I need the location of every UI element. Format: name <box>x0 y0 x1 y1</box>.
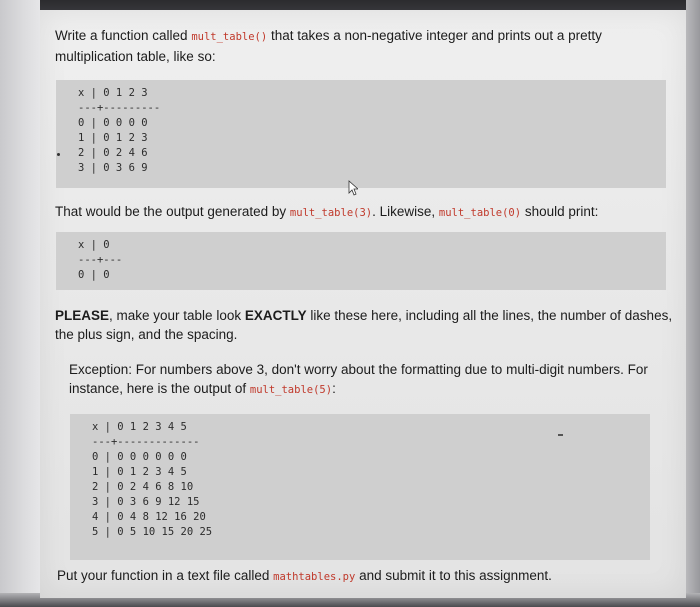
code-line: ---+--------- <box>78 102 161 114</box>
photo-left-edge <box>0 0 40 607</box>
code-line: 1 | 0 1 2 3 <box>78 132 148 144</box>
output-text-before: That would be the output generated by <box>55 204 290 219</box>
submit-filename-code: mathtables.py <box>273 571 356 583</box>
submit-text-after: and submit it to this assignment. <box>355 568 552 583</box>
exception-text-before: Exception: For numbers above 3, don't worry about the formatting due to multi-digit numbers. For instance, here is the output of <box>69 362 648 396</box>
code-line: x | 0 1 2 3 4 5 <box>92 421 187 433</box>
intro-text-before: Write a function called <box>55 28 192 43</box>
output-paragraph <box>55 202 665 223</box>
code-line: 3 | 0 3 6 9 12 15 <box>92 496 200 508</box>
code-block-mult-table-3 <box>56 80 666 188</box>
intro-text-after: that takes a non-negative integer and prints out a pretty multiplication table, like so: <box>55 28 602 64</box>
output-text-after: should print: <box>521 204 599 219</box>
code-line: 5 | 0 5 10 15 20 25 <box>92 526 213 538</box>
output-text-middle: . Likewise, <box>372 204 439 219</box>
code-block-mult-table-0 <box>56 232 666 290</box>
code-line: 0 | 0 <box>78 269 110 281</box>
code-line: x | 0 1 2 3 <box>78 87 148 99</box>
exactly-bold: EXACTLY <box>244 308 307 323</box>
code-line: ---+------------- <box>92 436 200 448</box>
stray-dot <box>57 153 60 156</box>
code-line: 0 | 0 0 0 0 0 0 <box>92 451 187 463</box>
output-code-mult-table-3: mult_table(3) <box>289 207 373 219</box>
code-line: 4 | 0 4 8 12 16 20 <box>92 511 206 523</box>
please-paragraph <box>55 306 675 344</box>
code-block-mult-table-5 <box>70 414 650 560</box>
code-line: x | 0 <box>78 239 110 251</box>
submit-text-before: Put your function in a text file called <box>57 568 274 583</box>
intro-paragraph <box>55 26 655 66</box>
intro-function-code: mult_table() <box>191 31 268 43</box>
exception-code-mult-table-5: mult_table(5) <box>249 384 333 396</box>
stray-dash <box>558 434 563 436</box>
please-text-1: , make your table look <box>109 308 245 323</box>
exception-text-after: : <box>332 381 336 396</box>
code-line: 2 | 0 2 4 6 <box>78 147 148 159</box>
code-line: 1 | 0 1 2 3 4 5 <box>92 466 187 478</box>
exception-paragraph <box>69 360 669 400</box>
mouse-pointer-icon <box>348 180 358 196</box>
please-bold: PLEASE <box>55 308 110 323</box>
output-code-mult-table-0: mult_table(0) <box>438 207 522 219</box>
submit-paragraph <box>57 566 667 587</box>
photo-right-edge <box>686 0 700 607</box>
code-line: 2 | 0 2 4 6 8 10 <box>92 481 194 493</box>
code-line: 0 | 0 0 0 0 <box>78 117 148 129</box>
code-line: 3 | 0 3 6 9 <box>78 162 148 174</box>
please-text-2: like these here, including all the lines, the number of dashes, the plus sign, and the spacing. <box>55 308 673 342</box>
code-line: ---+--- <box>78 254 123 266</box>
assignment-page <box>40 10 686 598</box>
